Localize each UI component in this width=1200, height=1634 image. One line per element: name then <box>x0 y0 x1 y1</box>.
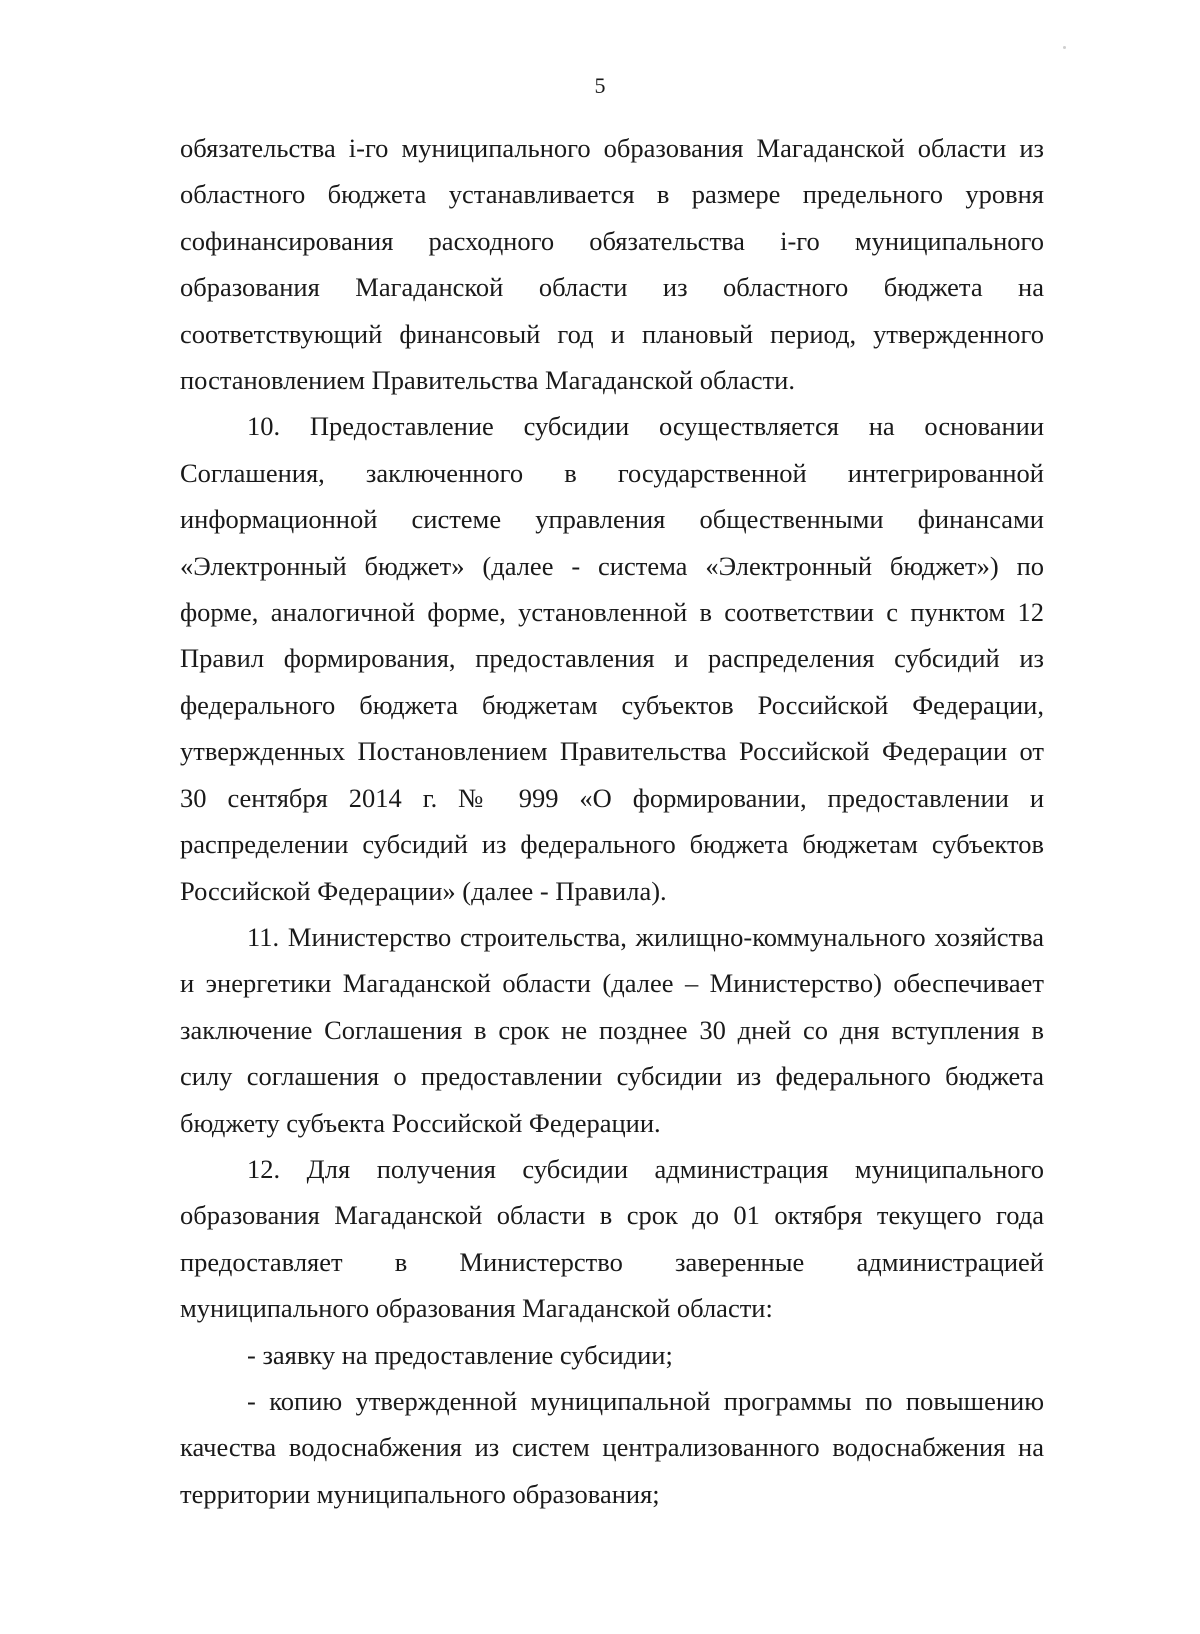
list-item-application: - заявку на предоставление субсидии; <box>247 1339 673 1370</box>
paragraph-continuation: обязательства i-го муниципального образования Магаданской области из областного бюджета устанавливается в размере предельного уровня софинансирования расходного обязательства i-го муниципального образования Магаданской области из областного бюджета на соответствующий финансовый год и плановый период, утвержденного постановлением Правительства Магаданской области. <box>180 133 1044 396</box>
paragraph-item-10: 10. Предоставление субсидии осуществляется на основании Соглашения, заключенного в государственной интегрированной информационной системе управления общественными финансами «Электронный бюджет» (далее - система «Электронный бюджет») по форме, аналогичной форме, установленной в соответствии с пунктом 12 Правил формирования, предоставления и распределения субсидий из федерального бюджета бюджетам субъектов Российской Федерации, утвержденных Постановлением Правительства Российской Федерации от 30 сентября 2014 г. № 999 «О формировании, предоставлении и распределении субсидий из федерального бюджета бюджетам субъектов Российской Федерации» (далее - Правила). <box>180 411 1044 906</box>
scan-speck <box>1063 46 1066 49</box>
list-item-program-copy: - копию утвержденной муниципальной программы по повышению качества водоснабжения из систем централизованного водоснабжения на территории муниципального образования; <box>180 1385 1044 1509</box>
page-number: 5 <box>594 73 606 98</box>
paragraph-item-11: 11. Министерство строительства, жилищно-коммунального хозяйства и энергетики Магаданской области (далее – Министерство) обеспечивает заключение Соглашения в срок не позднее 30 дней со дня вступления в силу соглашения о предоставлении субсидии из федерального бюджета бюджету субъекта Российской Федерации. <box>180 921 1044 1138</box>
document-body <box>180 125 1044 1517</box>
paragraph-item-12: 12. Для получения субсидии администрация муниципального образования Магаданской области в срок до 01 октября текущего года предоставляет в Министерство заверенные администрацией муниципального образования Магаданской области: <box>180 1153 1044 1324</box>
